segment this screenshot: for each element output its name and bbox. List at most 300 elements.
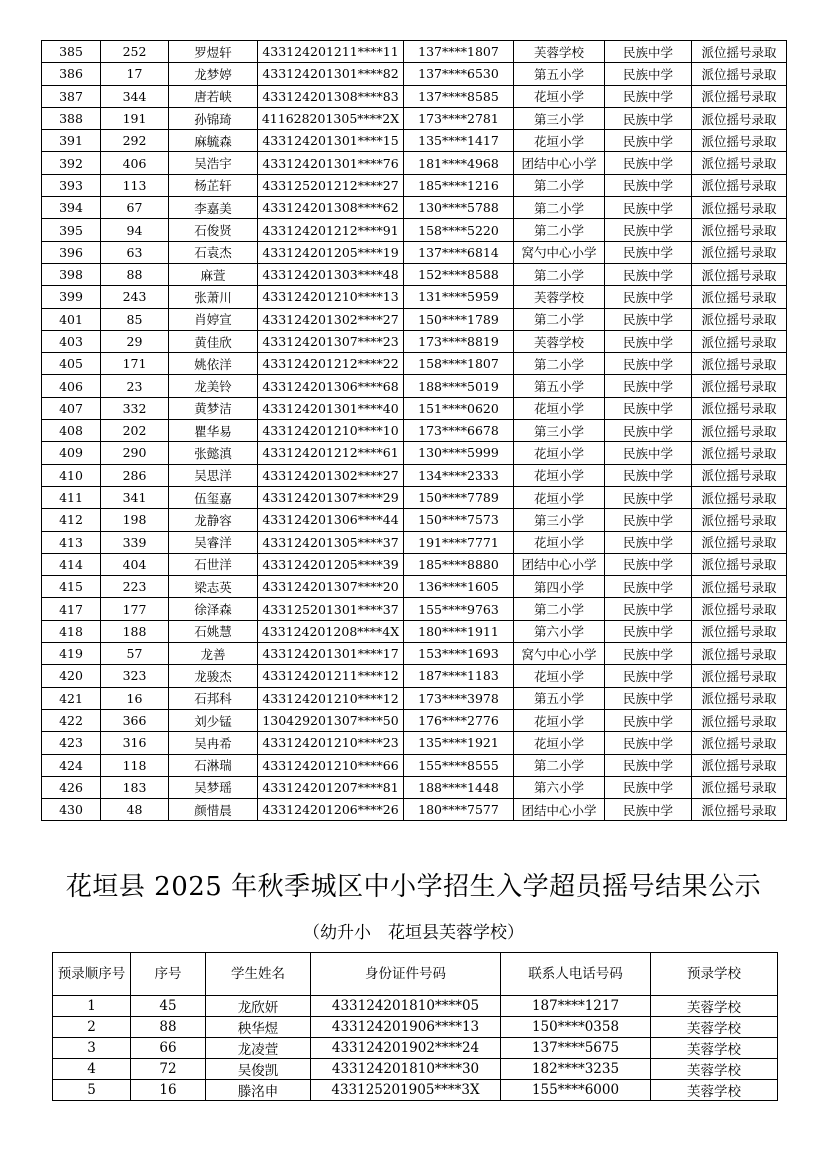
cell-seq: 177 [101, 598, 169, 620]
table-row [42, 754, 787, 776]
cell-seq: 171 [101, 353, 169, 375]
cell-rank: 418 [42, 620, 101, 642]
cell-phone: 187****1217 [501, 996, 651, 1017]
table-row [42, 286, 787, 308]
cell-seq: 66 [131, 1038, 206, 1059]
cell-admit-method: 派位摇号录取 [692, 241, 787, 263]
cell-id-number: 433124201211****12 [258, 665, 404, 687]
cell-student-name: 龙梦婷 [169, 63, 258, 85]
table-row [42, 732, 787, 754]
cell-admit-school: 民族中学 [605, 63, 692, 85]
cell-rank: 386 [42, 63, 101, 85]
table-row [42, 197, 787, 219]
cell-primary-school: 花垣小学 [514, 665, 605, 687]
cell-phone: 173****8819 [404, 330, 514, 352]
cell-id-number: 433124201210****13 [258, 286, 404, 308]
cell-phone: 152****8588 [404, 263, 514, 285]
table-row [42, 107, 787, 129]
cell-student-name: 杨芷轩 [169, 174, 258, 196]
cell-phone: 135****1417 [404, 130, 514, 152]
cell-student-name: 吴思洋 [169, 464, 258, 486]
cell-admit-school: 民族中学 [605, 130, 692, 152]
cell-seq: 94 [101, 219, 169, 241]
cell-rank: 395 [42, 219, 101, 241]
cell-seq: 323 [101, 665, 169, 687]
cell-admit-method: 派位摇号录取 [692, 531, 787, 553]
table-row [42, 152, 787, 174]
table-row [42, 442, 787, 464]
cell-primary-school: 第二小学 [514, 174, 605, 196]
cell-pre-order-no: 1 [53, 996, 131, 1017]
cell-admit-method: 派位摇号录取 [692, 576, 787, 598]
cell-seq: 188 [101, 620, 169, 642]
table-row [42, 375, 787, 397]
cell-student-name: 龙美铃 [169, 375, 258, 397]
cell-admit-school: 民族中学 [605, 420, 692, 442]
cell-admit-school: 民族中学 [605, 486, 692, 508]
cell-admit-method: 派位摇号录取 [692, 174, 787, 196]
cell-phone: 137****6814 [404, 241, 514, 263]
cell-primary-school: 芙蓉学校 [514, 41, 605, 63]
cell-primary-school: 第三小学 [514, 420, 605, 442]
cell-rank: 385 [42, 41, 101, 63]
cell-student-name: 龙善 [169, 643, 258, 665]
cell-admit-school: 民族中学 [605, 799, 692, 821]
cell-rank: 403 [42, 330, 101, 352]
cell-student-name: 黄梦洁 [169, 397, 258, 419]
cell-admit-school: 民族中学 [605, 286, 692, 308]
cell-admit-method: 派位摇号录取 [692, 620, 787, 642]
cell-seq: 118 [101, 754, 169, 776]
cell-id-number: 433124201303****48 [258, 263, 404, 285]
table-row [42, 576, 787, 598]
cell-student-name: 麻毓森 [169, 130, 258, 152]
cell-admit-school: 民族中学 [605, 732, 692, 754]
cell-id-number: 433124201302****27 [258, 464, 404, 486]
cell-pre-order-no: 4 [53, 1059, 131, 1080]
table-row [53, 1080, 778, 1101]
cell-id-number: 433124201210****23 [258, 732, 404, 754]
cell-admit-school: 民族中学 [605, 620, 692, 642]
cell-primary-school: 第二小学 [514, 263, 605, 285]
cell-seq: 191 [101, 107, 169, 129]
table-row [42, 776, 787, 798]
cell-phone: 158****5220 [404, 219, 514, 241]
cell-phone: 134****2333 [404, 464, 514, 486]
cell-primary-school: 芙蓉学校 [514, 286, 605, 308]
cell-primary-school: 花垣小学 [514, 464, 605, 486]
cell-id-number: 433124201305****37 [258, 531, 404, 553]
cell-student-name: 龙凌萱 [206, 1038, 311, 1059]
cell-seq: 183 [101, 776, 169, 798]
table-row [42, 241, 787, 263]
cell-admit-method: 派位摇号录取 [692, 375, 787, 397]
table-row [42, 420, 787, 442]
cell-admit-school: 民族中学 [605, 330, 692, 352]
cell-seq: 198 [101, 509, 169, 531]
cell-rank: 424 [42, 754, 101, 776]
cell-pre-order-no: 5 [53, 1080, 131, 1101]
cell-seq: 88 [131, 1017, 206, 1038]
cell-phone: 155****8555 [404, 754, 514, 776]
cell-student-name: 石姚慧 [169, 620, 258, 642]
cell-admit-method: 派位摇号录取 [692, 776, 787, 798]
cell-id-number: 433124201207****81 [258, 776, 404, 798]
cell-rank: 410 [42, 464, 101, 486]
cell-id-number: 433124201210****10 [258, 420, 404, 442]
cell-rank: 413 [42, 531, 101, 553]
cell-admit-method: 派位摇号录取 [692, 665, 787, 687]
cell-phone: 176****2776 [404, 709, 514, 731]
cell-student-name: 麻萱 [169, 263, 258, 285]
cell-primary-school: 第三小学 [514, 107, 605, 129]
cell-admit-school: 民族中学 [605, 107, 692, 129]
header-pre-order-no: 预录顺序号 [53, 953, 131, 996]
cell-pre-school: 芙蓉学校 [651, 1038, 778, 1059]
cell-phone: 150****7573 [404, 509, 514, 531]
cell-student-name: 龙骏杰 [169, 665, 258, 687]
cell-student-name: 石世洋 [169, 553, 258, 575]
cell-seq: 57 [101, 643, 169, 665]
table-row [42, 620, 787, 642]
cell-primary-school: 第二小学 [514, 598, 605, 620]
admission-list-table [41, 40, 787, 821]
cell-student-name: 罗煜轩 [169, 41, 258, 63]
cell-primary-school: 花垣小学 [514, 531, 605, 553]
table-row [42, 219, 787, 241]
cell-rank: 394 [42, 197, 101, 219]
cell-admit-school: 民族中学 [605, 665, 692, 687]
cell-seq: 202 [101, 420, 169, 442]
cell-rank: 414 [42, 553, 101, 575]
cell-seq: 16 [131, 1080, 206, 1101]
cell-student-name: 石邦科 [169, 687, 258, 709]
cell-admit-method: 派位摇号录取 [692, 709, 787, 731]
cell-phone: 173****2781 [404, 107, 514, 129]
cell-admit-method: 派位摇号录取 [692, 754, 787, 776]
cell-pre-order-no: 2 [53, 1017, 131, 1038]
cell-admit-school: 民族中学 [605, 353, 692, 375]
cell-id-number: 433124201307****29 [258, 486, 404, 508]
cell-primary-school: 第五小学 [514, 375, 605, 397]
cell-seq: 88 [101, 263, 169, 285]
header-id-number: 身份证件号码 [311, 953, 501, 996]
cell-primary-school: 第二小学 [514, 219, 605, 241]
cell-student-name: 黄佳欣 [169, 330, 258, 352]
cell-phone: 151****0620 [404, 397, 514, 419]
cell-rank: 391 [42, 130, 101, 152]
cell-admit-school: 民族中学 [605, 442, 692, 464]
cell-student-name: 龙欣妍 [206, 996, 311, 1017]
cell-seq: 290 [101, 442, 169, 464]
table-row [42, 799, 787, 821]
cell-student-name: 刘少锰 [169, 709, 258, 731]
cell-seq: 17 [101, 63, 169, 85]
cell-admit-method: 派位摇号录取 [692, 197, 787, 219]
cell-rank: 387 [42, 85, 101, 107]
cell-id-number: 433124201308****62 [258, 197, 404, 219]
cell-student-name: 龙静容 [169, 509, 258, 531]
cell-student-name: 吴俊凯 [206, 1059, 311, 1080]
table-row [42, 553, 787, 575]
table-row [42, 41, 787, 63]
cell-admit-school: 民族中学 [605, 464, 692, 486]
table-row [42, 174, 787, 196]
cell-seq: 344 [101, 85, 169, 107]
cell-rank: 430 [42, 799, 101, 821]
cell-primary-school: 花垣小学 [514, 130, 605, 152]
cell-rank: 392 [42, 152, 101, 174]
cell-admit-method: 派位摇号录取 [692, 799, 787, 821]
cell-primary-school: 花垣小学 [514, 397, 605, 419]
cell-primary-school: 花垣小学 [514, 486, 605, 508]
cell-admit-school: 民族中学 [605, 598, 692, 620]
cell-id-number: 433124201210****66 [258, 754, 404, 776]
cell-phone: 185****8880 [404, 553, 514, 575]
cell-admit-school: 民族中学 [605, 709, 692, 731]
cell-student-name: 张懿滇 [169, 442, 258, 464]
cell-rank: 401 [42, 308, 101, 330]
cell-admit-method: 派位摇号录取 [692, 643, 787, 665]
cell-phone: 188****5019 [404, 375, 514, 397]
cell-phone: 158****1807 [404, 353, 514, 375]
cell-student-name: 张萧川 [169, 286, 258, 308]
cell-admit-school: 民族中学 [605, 375, 692, 397]
header-pre-school: 预录学校 [651, 953, 778, 996]
cell-id-number: 433124201211****11 [258, 41, 404, 63]
cell-phone: 191****7771 [404, 531, 514, 553]
cell-primary-school: 花垣小学 [514, 85, 605, 107]
cell-admit-school: 民族中学 [605, 85, 692, 107]
cell-primary-school: 花垣小学 [514, 442, 605, 464]
cell-id-number: 433124201301****76 [258, 152, 404, 174]
cell-seq: 366 [101, 709, 169, 731]
cell-rank: 426 [42, 776, 101, 798]
cell-id-number: 433124201810****30 [311, 1059, 501, 1080]
cell-admit-method: 派位摇号录取 [692, 330, 787, 352]
table-row [42, 330, 787, 352]
cell-phone: 155****9763 [404, 598, 514, 620]
cell-primary-school: 第五小学 [514, 63, 605, 85]
cell-admit-method: 派位摇号录取 [692, 152, 787, 174]
cell-admit-method: 派位摇号录取 [692, 732, 787, 754]
cell-student-name: 唐若峡 [169, 85, 258, 107]
cell-student-name: 徐泽森 [169, 598, 258, 620]
table-row [42, 263, 787, 285]
cell-primary-school: 花垣小学 [514, 709, 605, 731]
table-row [42, 709, 787, 731]
cell-student-name: 石俊贤 [169, 219, 258, 241]
table-row [42, 598, 787, 620]
cell-id-number: 433124201307****20 [258, 576, 404, 598]
cell-admit-school: 民族中学 [605, 41, 692, 63]
cell-primary-school: 第五小学 [514, 687, 605, 709]
table-row [42, 643, 787, 665]
cell-rank: 405 [42, 353, 101, 375]
cell-seq: 406 [101, 152, 169, 174]
cell-rank: 398 [42, 263, 101, 285]
table-row [42, 397, 787, 419]
cell-phone: 150****0358 [501, 1017, 651, 1038]
cell-seq: 85 [101, 308, 169, 330]
cell-phone: 153****1693 [404, 643, 514, 665]
cell-rank: 415 [42, 576, 101, 598]
cell-id-number: 433124201206****26 [258, 799, 404, 821]
cell-id-number: 433124201302****27 [258, 308, 404, 330]
table-row [42, 353, 787, 375]
cell-seq: 286 [101, 464, 169, 486]
cell-id-number: 433124201301****82 [258, 63, 404, 85]
cell-phone: 155****6000 [501, 1080, 651, 1101]
cell-id-number: 433124201210****12 [258, 687, 404, 709]
cell-phone: 130****5788 [404, 197, 514, 219]
header-seq-no: 序号 [131, 953, 206, 996]
cell-rank: 396 [42, 241, 101, 263]
cell-admit-school: 民族中学 [605, 397, 692, 419]
table-header-row [53, 953, 778, 996]
cell-admit-school: 民族中学 [605, 241, 692, 263]
cell-admit-method: 派位摇号录取 [692, 353, 787, 375]
cell-id-number: 433124201212****22 [258, 353, 404, 375]
cell-seq: 16 [101, 687, 169, 709]
cell-seq: 23 [101, 375, 169, 397]
cell-primary-school: 第二小学 [514, 308, 605, 330]
cell-phone: 173****3978 [404, 687, 514, 709]
cell-student-name: 石淋瑞 [169, 754, 258, 776]
cell-rank: 409 [42, 442, 101, 464]
cell-seq: 29 [101, 330, 169, 352]
cell-id-number: 433124201308****83 [258, 85, 404, 107]
cell-rank: 419 [42, 643, 101, 665]
cell-phone: 137****8585 [404, 85, 514, 107]
cell-seq: 72 [131, 1059, 206, 1080]
cell-id-number: 433124201301****15 [258, 130, 404, 152]
cell-student-name: 秧华煜 [206, 1017, 311, 1038]
cell-seq: 223 [101, 576, 169, 598]
cell-id-number: 433125201905****3X [311, 1080, 501, 1101]
cell-admit-method: 派位摇号录取 [692, 263, 787, 285]
cell-seq: 243 [101, 286, 169, 308]
cell-student-name: 吴浩宇 [169, 152, 258, 174]
cell-phone: 187****1183 [404, 665, 514, 687]
cell-id-number: 433124201307****23 [258, 330, 404, 352]
cell-id-number: 130429201307****50 [258, 709, 404, 731]
cell-admit-method: 派位摇号录取 [692, 85, 787, 107]
cell-admit-method: 派位摇号录取 [692, 308, 787, 330]
cell-admit-method: 派位摇号录取 [692, 219, 787, 241]
cell-phone: 136****1605 [404, 576, 514, 598]
cell-id-number: 433124201301****17 [258, 643, 404, 665]
cell-rank: 423 [42, 732, 101, 754]
cell-student-name: 李嘉美 [169, 197, 258, 219]
cell-seq: 48 [101, 799, 169, 821]
cell-admit-method: 派位摇号录取 [692, 598, 787, 620]
cell-id-number: 433124201208****4X [258, 620, 404, 642]
cell-admit-method: 派位摇号录取 [692, 63, 787, 85]
cell-phone: 185****1216 [404, 174, 514, 196]
cell-admit-school: 民族中学 [605, 174, 692, 196]
cell-primary-school: 第六小学 [514, 620, 605, 642]
cell-primary-school: 芙蓉学校 [514, 330, 605, 352]
cell-pre-school: 芙蓉学校 [651, 996, 778, 1017]
cell-id-number: 433124201906****13 [311, 1017, 501, 1038]
table-row [42, 509, 787, 531]
cell-student-name: 梁志英 [169, 576, 258, 598]
cell-primary-school: 窝勺中心小学 [514, 643, 605, 665]
table-row [42, 464, 787, 486]
cell-phone: 137****5675 [501, 1038, 651, 1059]
cell-seq: 339 [101, 531, 169, 553]
cell-admit-method: 派位摇号录取 [692, 553, 787, 575]
cell-primary-school: 第六小学 [514, 776, 605, 798]
cell-rank: 408 [42, 420, 101, 442]
table-row [53, 1038, 778, 1059]
cell-id-number: 433124201205****19 [258, 241, 404, 263]
cell-admit-school: 民族中学 [605, 531, 692, 553]
cell-admit-school: 民族中学 [605, 197, 692, 219]
cell-rank: 407 [42, 397, 101, 419]
cell-primary-school: 第四小学 [514, 576, 605, 598]
cell-phone: 150****1789 [404, 308, 514, 330]
cell-admit-method: 派位摇号录取 [692, 486, 787, 508]
cell-rank: 393 [42, 174, 101, 196]
cell-primary-school: 第二小学 [514, 197, 605, 219]
cell-student-name: 石袁杰 [169, 241, 258, 263]
cell-admit-method: 派位摇号录取 [692, 420, 787, 442]
cell-id-number: 433124201902****24 [311, 1038, 501, 1059]
cell-rank: 422 [42, 709, 101, 731]
cell-student-name: 吴睿洋 [169, 531, 258, 553]
cell-seq: 292 [101, 130, 169, 152]
cell-student-name: 伍玺嘉 [169, 486, 258, 508]
header-student-name: 学生姓名 [206, 953, 311, 996]
cell-primary-school: 第二小学 [514, 353, 605, 375]
header-contact-phone: 联系人电话号码 [501, 953, 651, 996]
cell-primary-school: 团结中心小学 [514, 799, 605, 821]
cell-rank: 421 [42, 687, 101, 709]
cell-student-name: 吴梦瑶 [169, 776, 258, 798]
cell-id-number: 433124201306****44 [258, 509, 404, 531]
cell-rank: 411 [42, 486, 101, 508]
table-row [42, 665, 787, 687]
cell-id-number: 433125201301****37 [258, 598, 404, 620]
cell-pre-school: 芙蓉学校 [651, 1017, 778, 1038]
cell-admit-school: 民族中学 [605, 643, 692, 665]
cell-seq: 332 [101, 397, 169, 419]
page-title: 花垣县 2025 年秋季城区中小学招生入学超员摇号结果公示 [65, 872, 762, 902]
cell-id-number: 433125201212****27 [258, 174, 404, 196]
cell-seq: 404 [101, 553, 169, 575]
cell-student-name: 姚依洋 [169, 353, 258, 375]
table-row [53, 996, 778, 1017]
cell-student-name: 颜惜晨 [169, 799, 258, 821]
cell-primary-school: 花垣小学 [514, 732, 605, 754]
cell-admit-method: 派位摇号录取 [692, 509, 787, 531]
cell-admit-method: 派位摇号录取 [692, 464, 787, 486]
cell-id-number: 433124201810****05 [311, 996, 501, 1017]
cell-id-number: 433124201212****61 [258, 442, 404, 464]
cell-admit-method: 派位摇号录取 [692, 442, 787, 464]
cell-student-name: 肖婷宣 [169, 308, 258, 330]
cell-primary-school: 第三小学 [514, 509, 605, 531]
cell-phone: 130****5999 [404, 442, 514, 464]
cell-seq: 113 [101, 174, 169, 196]
table-row [42, 130, 787, 152]
cell-phone: 180****1911 [404, 620, 514, 642]
cell-rank: 412 [42, 509, 101, 531]
cell-primary-school: 团结中心小学 [514, 152, 605, 174]
cell-admit-school: 民族中学 [605, 754, 692, 776]
